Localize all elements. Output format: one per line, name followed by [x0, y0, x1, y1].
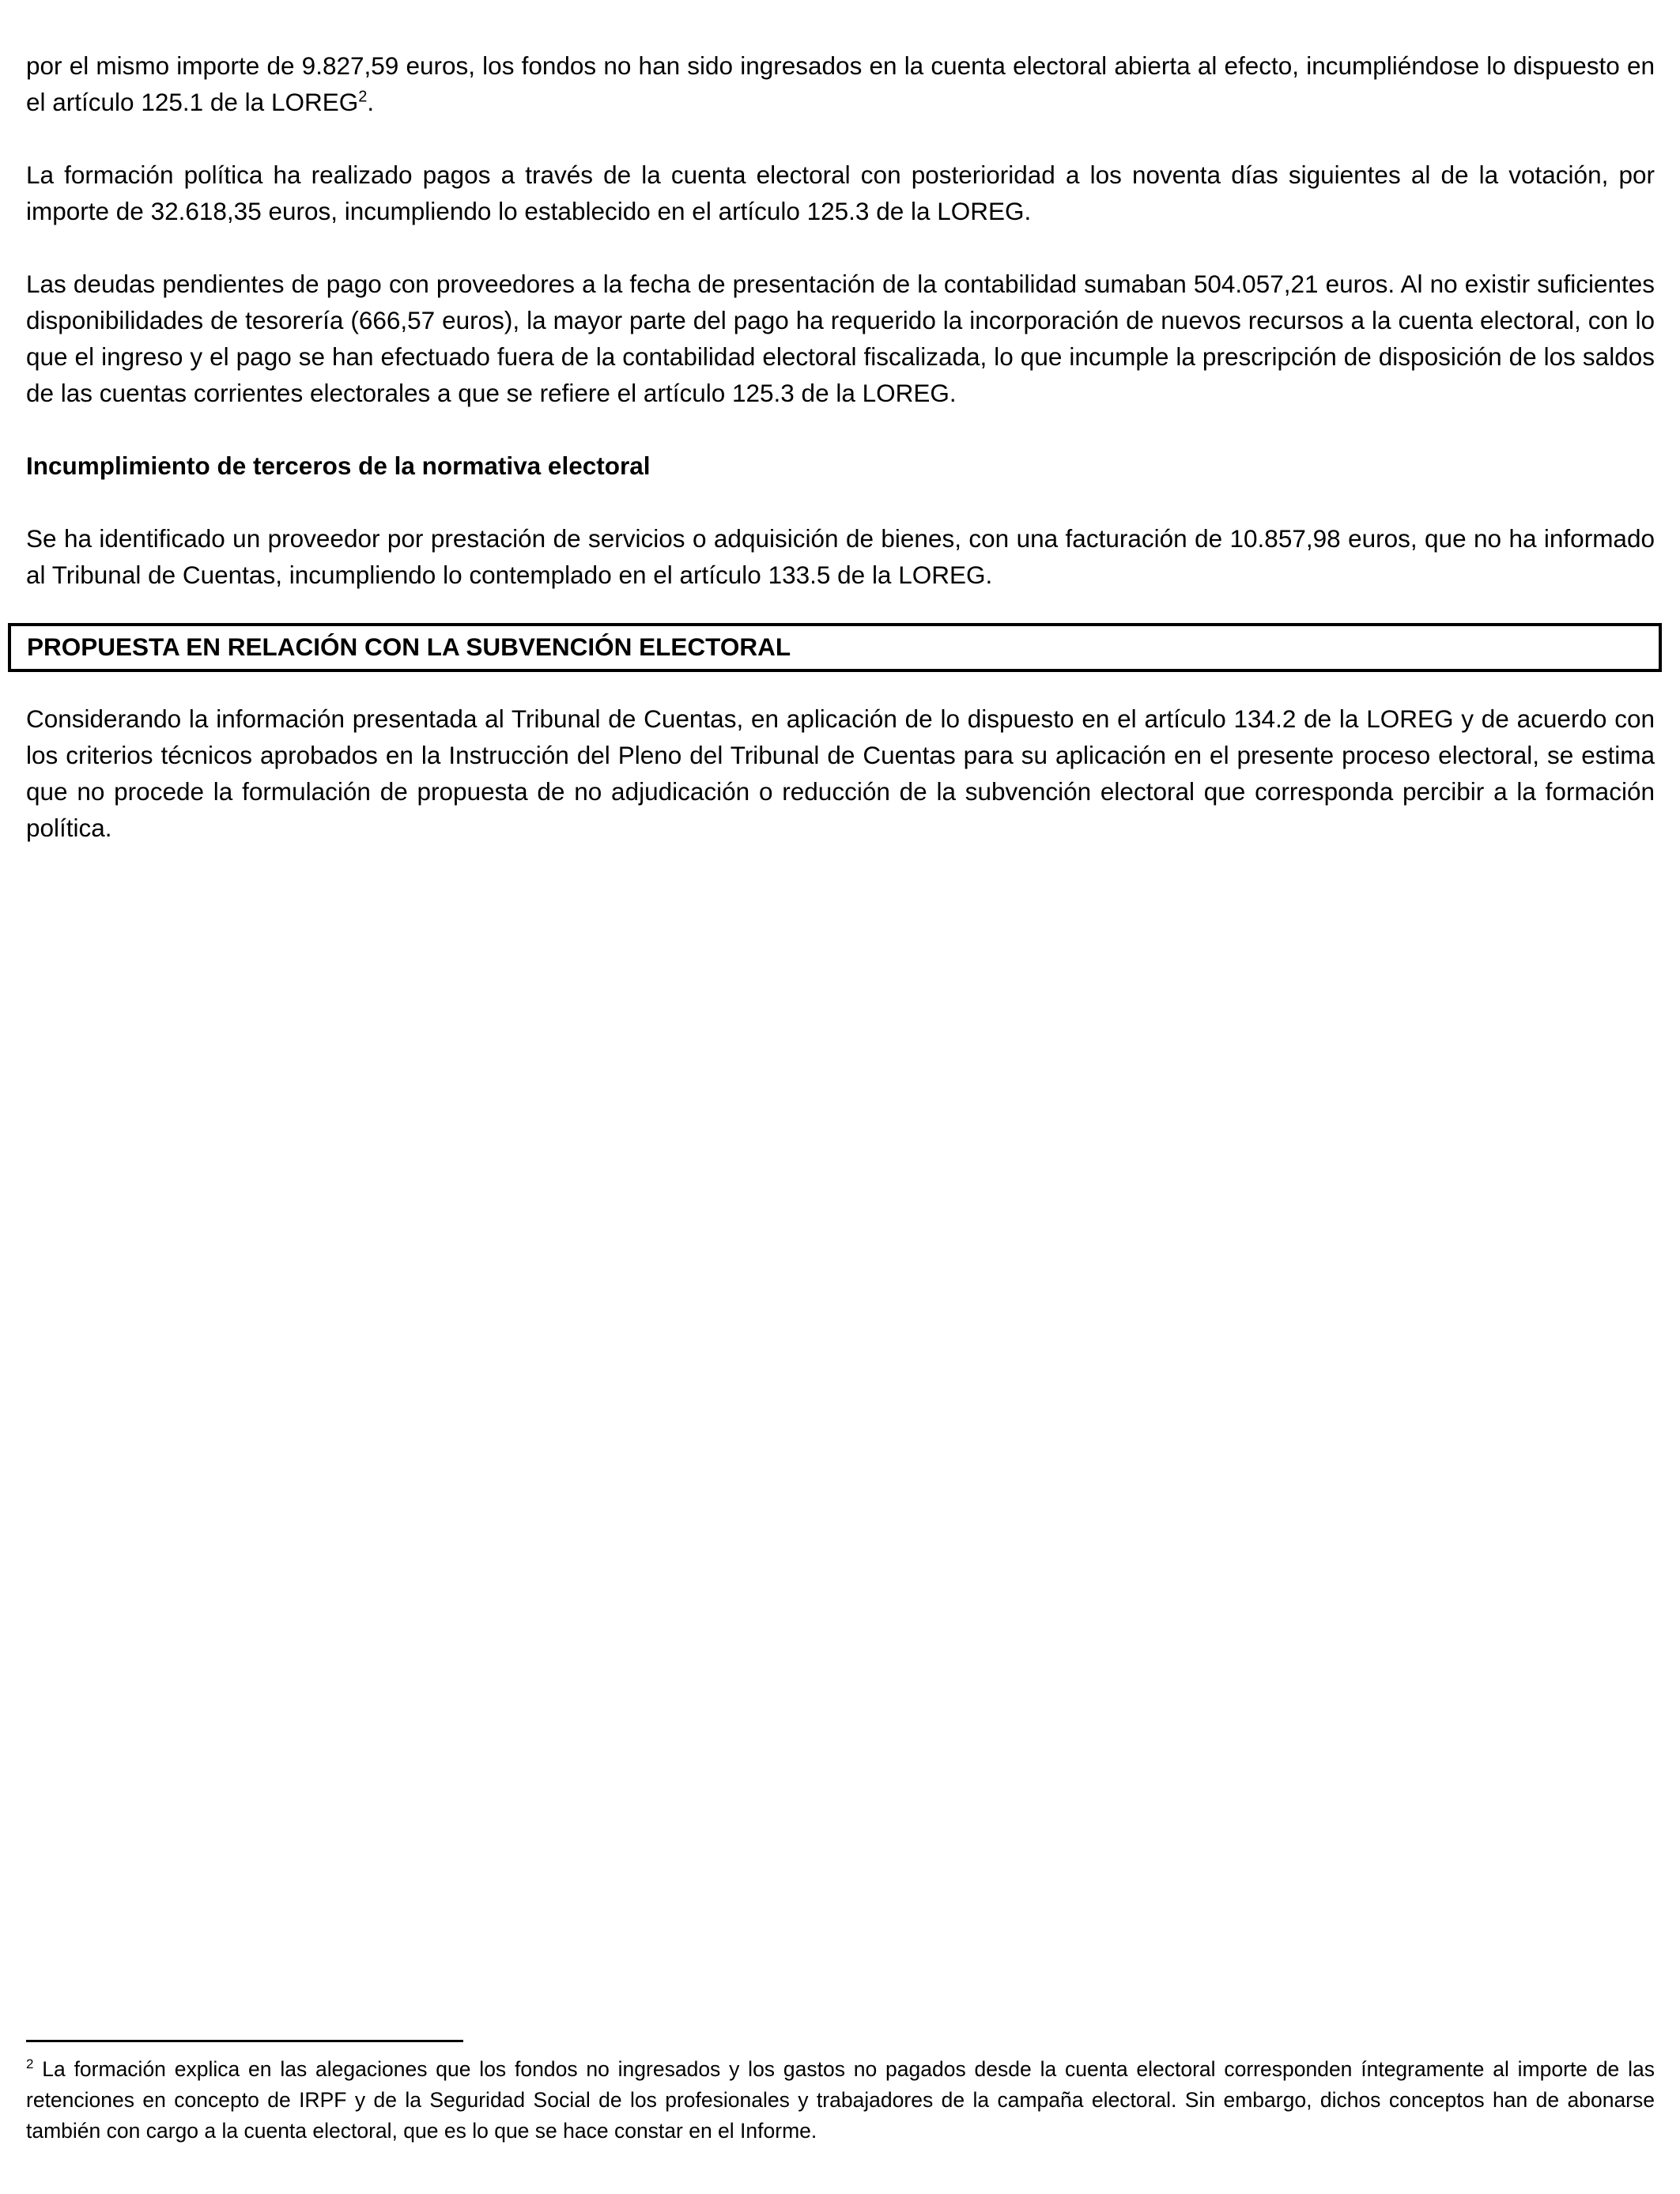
document-body	[26, 47, 1655, 882]
paragraph-deudas-pendientes: Las deudas pendientes de pago con proveedores a la fecha de presentación de la contabilidad sumaban 504.057,21 euros. Al no existir suficientes disponibilidades de tesorería (666,57 euros), la mayor parte del pago ha requerido la incorporación de nuevos recursos a la cuenta electoral, con lo que el ingreso y el pago se han efectuado fuera de la contabilidad electoral fiscalizada, lo que incumple la prescripción de disposición de los saldos de las cuentas corrientes electorales a que se refiere el artículo 125.3 de la LOREG.	[26, 270, 1655, 407]
heading-propuesta-subvencion: PROPUESTA EN RELACIÓN CON LA SUBVENCIÓN ELECTORAL	[8, 623, 1662, 672]
paragraph-fondos-no-ingresados	[26, 47, 1655, 120]
paragraph-end: .	[367, 88, 375, 116]
footnote-number: 2	[26, 2056, 34, 2072]
paragraph-text: por el mismo importe de 9.827,59 euros, los fondos no han sido ingresados en la cuenta electoral abierta al efecto, incumpliéndose lo dispuesto en el artículo 125.1 de la LOREG	[26, 51, 1655, 116]
footnote-text: La formación explica en las alegaciones que los fondos no ingresados y los gastos no pagados desde la cuenta electoral corresponden íntegramente al importe de las retenciones en concepto de IRPF y de la Seguridad Social de los profesionales y trabajadores de la campaña electoral. Sin embargo, dichos conceptos han de abonarse también con cargo a la cuenta electoral, que es lo que se hace constar en el Informe.	[26, 2057, 1655, 2143]
heading-incumplimiento-terceros: Incumplimiento de terceros de la normativa electoral	[26, 451, 651, 480]
paragraph-proveedor: Se ha identificado un proveedor por prestación de servicios o adquisición de bienes, con una facturación de 10.857,98 euros, que no ha informado al Tribunal de Cuentas, incumpliendo lo contemplado en el artículo 133.5 de la LOREG.	[26, 524, 1655, 589]
footnote-divider	[26, 2040, 463, 2042]
paragraph-pagos-posteriores: La formación política ha realizado pagos a través de la cuenta electoral con posterioridad a los noventa días siguientes al de la votación, por importe de 32.618,35 euros, incumpliendo lo establecido en el artículo 125.3 de la LOREG.	[26, 160, 1655, 225]
footnote-reference[interactable]: 2	[358, 88, 368, 106]
footnote	[26, 2054, 1655, 2147]
paragraph-propuesta: Considerando la información presentada al Tribunal de Cuentas, en aplicación de lo dispuesto en el artículo 134.2 de la LOREG y de acuerdo con los criterios técnicos aprobados en la Instrucción del Pleno del Tribunal de Cuentas para su aplicación en el presente proceso electoral, se estima que no procede la formulación de propuesta de no adjudicación o reducción de la subvención electoral que corresponda percibir a la formación política.	[26, 704, 1655, 842]
